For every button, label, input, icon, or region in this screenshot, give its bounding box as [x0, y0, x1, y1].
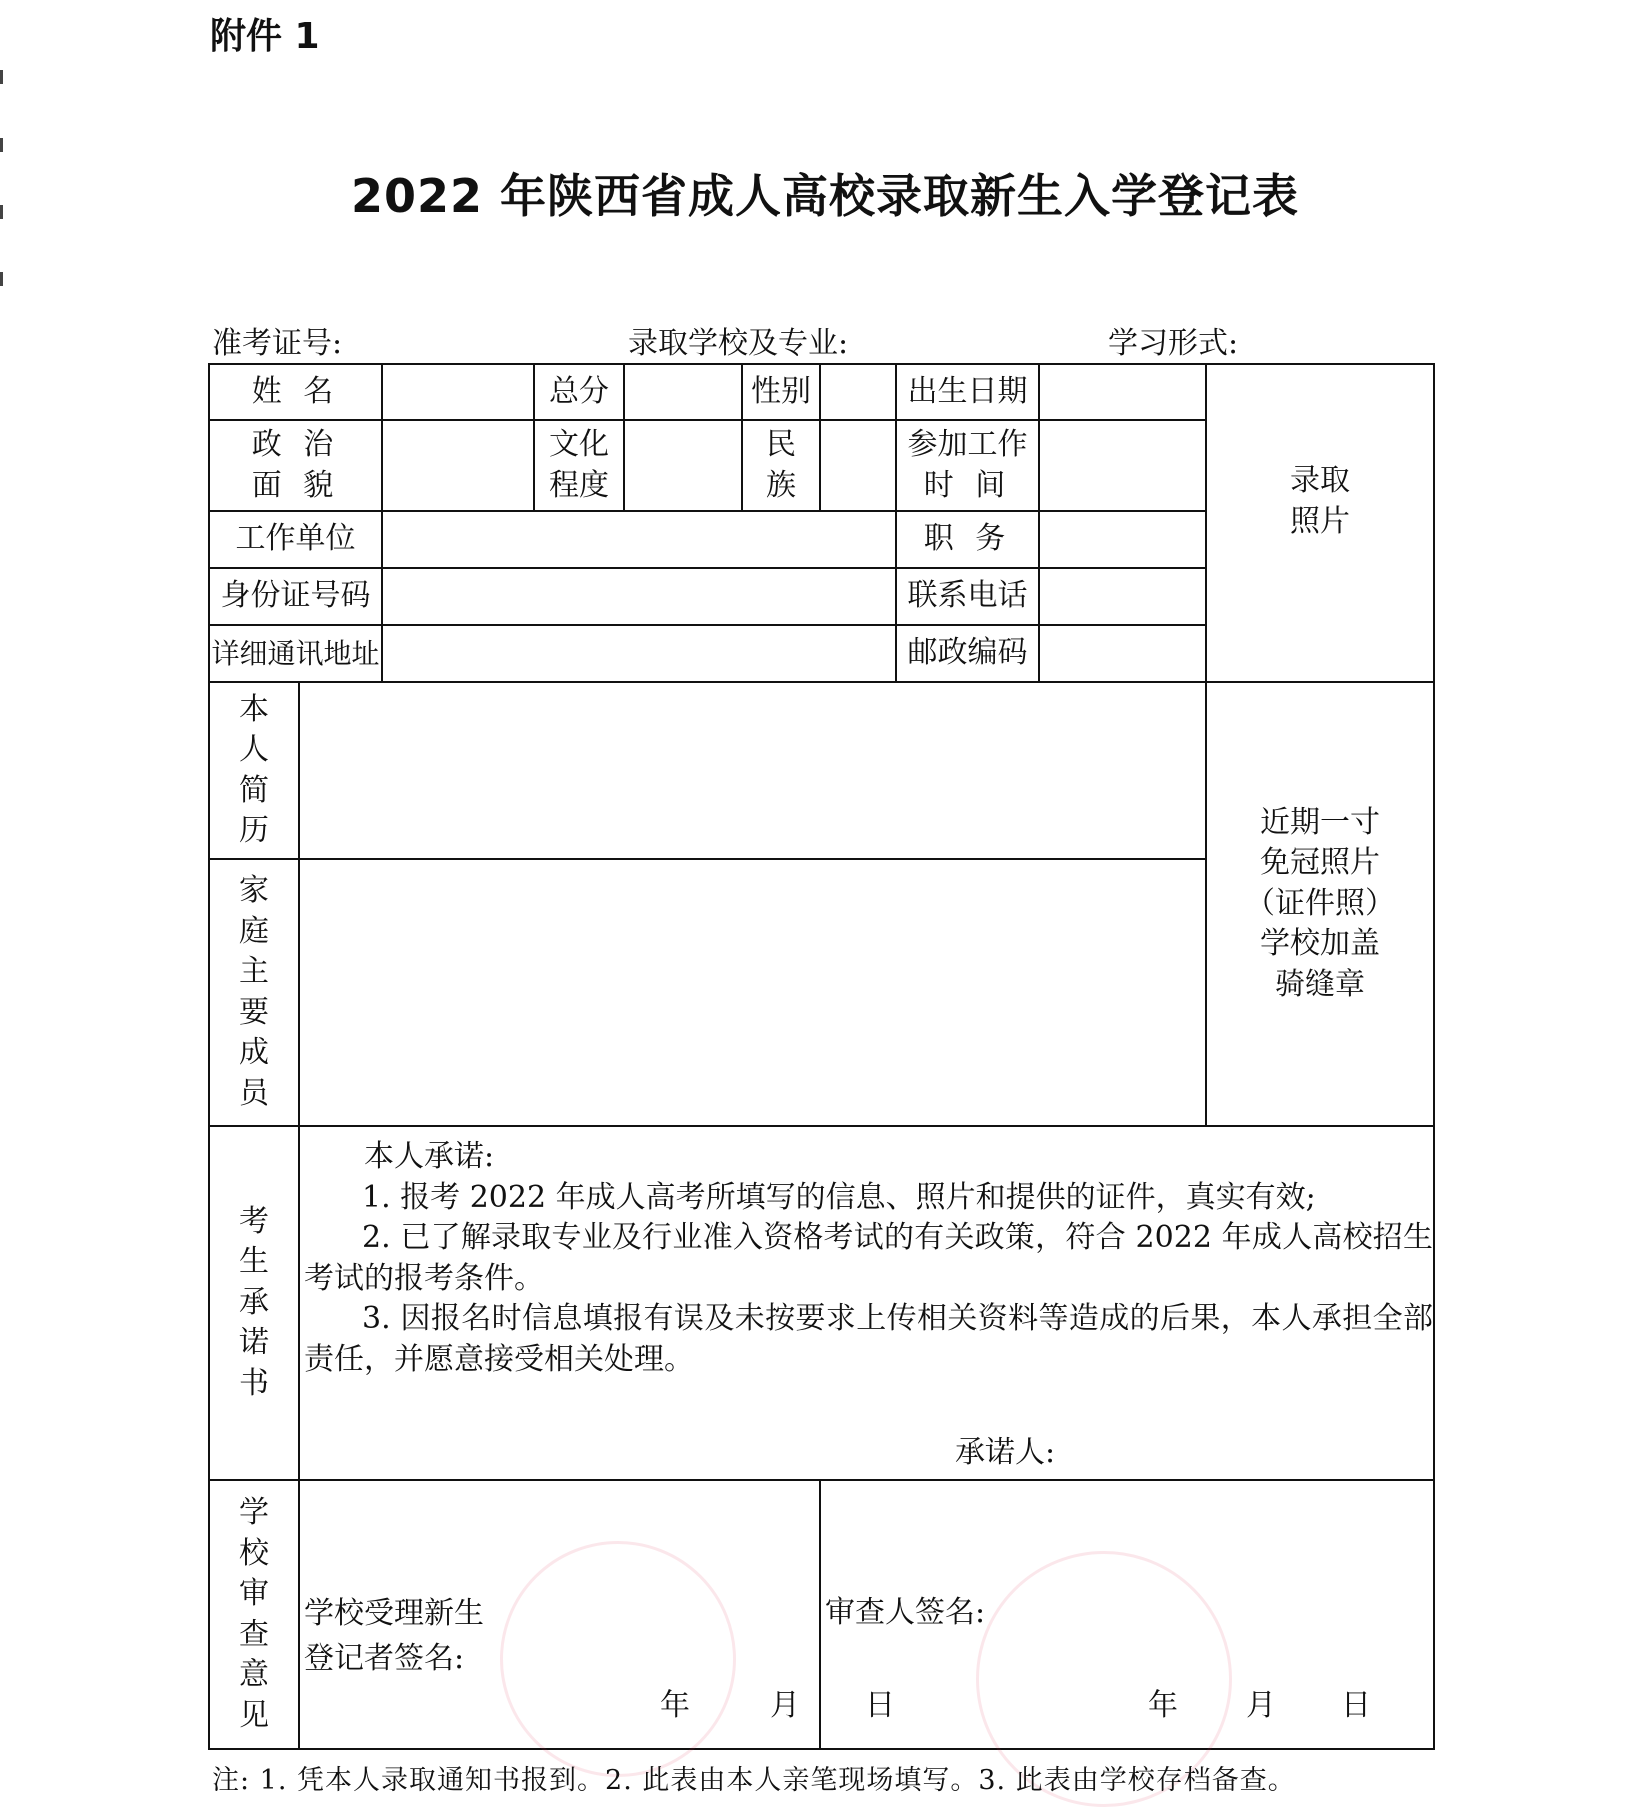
- scan-edge-marks: [0, 0, 4, 300]
- phone-field[interactable]: [1039, 568, 1206, 625]
- reviewer-day-label: 日: [1341, 1687, 1372, 1723]
- politics-field[interactable]: [382, 420, 534, 511]
- address-label: 详细通讯地址: [209, 625, 382, 682]
- gender-field[interactable]: [820, 364, 896, 420]
- registrar-day-label: 日: [865, 1687, 895, 1723]
- politics-label-2: 面 貌: [251, 467, 340, 503]
- family-label: 家 庭 主 要 成 员: [209, 859, 299, 1126]
- total-score-field[interactable]: [624, 364, 742, 420]
- name-label: 姓 名: [209, 364, 382, 420]
- registrar-label-1: 学校受理新生: [304, 1596, 484, 1631]
- registrar-month-label: 月: [770, 1687, 800, 1723]
- postcode-label: 邮政编码: [896, 625, 1039, 682]
- pledge-signer-label: 承诺人:: [955, 1434, 1056, 1470]
- ethnicity-label-2: 族: [766, 467, 797, 503]
- id-number-label: 身份证号码: [209, 568, 382, 625]
- reviewer-cell[interactable]: [820, 1480, 1434, 1749]
- exam-number-label: 准考证号:: [212, 326, 343, 361]
- admission-photo-box[interactable]: [1206, 364, 1434, 682]
- work-time-label-2: 时 间: [923, 467, 1012, 503]
- name-field[interactable]: [382, 364, 534, 420]
- admission-photo-label-2: 照片: [1290, 503, 1351, 539]
- attachment-label: 附件 1: [210, 16, 320, 57]
- total-score-label: 总分: [534, 364, 624, 420]
- birth-date-label: 出生日期: [896, 364, 1039, 420]
- study-form-label: 学习形式:: [1108, 326, 1239, 361]
- recent-photo-line-3: （证件照）: [1245, 885, 1396, 921]
- recent-photo-line-1: 近期一寸: [1260, 804, 1381, 840]
- politics-label-1: 政 治: [251, 427, 340, 462]
- employer-label: 工作单位: [209, 511, 382, 568]
- postcode-field[interactable]: [1039, 625, 1206, 682]
- education-label-1: 文化: [549, 427, 610, 462]
- phone-label: 联系电话: [896, 568, 1039, 625]
- pledge-label: 考 生 承 诺 书: [209, 1126, 299, 1480]
- ethnicity-label-1: 民: [766, 427, 797, 462]
- faint-stamp: [500, 1541, 736, 1777]
- reviewer-month-label: 月: [1246, 1687, 1277, 1723]
- gender-label: 性别: [742, 364, 820, 420]
- registration-form: [208, 363, 1435, 1750]
- work-time-label-1: 参加工作: [907, 427, 1028, 462]
- resume-field[interactable]: [299, 682, 1206, 859]
- work-time-field[interactable]: [1039, 420, 1206, 511]
- school-major-label: 录取学校及专业:: [628, 326, 849, 361]
- review-label: 学 校 审 查 意 见: [209, 1480, 299, 1749]
- recent-photo-line-2: 免冠照片: [1260, 845, 1381, 881]
- pledge-item-2: 2. 已了解录取专业及行业准入资格考试的有关政策，符合 2022 年成人高校招生考试的报考条件。: [304, 1220, 1434, 1296]
- registrar-label-2: 登记者签名:: [304, 1641, 465, 1676]
- address-field[interactable]: [382, 625, 896, 682]
- birth-date-field[interactable]: [1039, 364, 1206, 420]
- position-label: 职 务: [896, 511, 1039, 568]
- recent-photo-box[interactable]: [1206, 682, 1434, 1126]
- pledge-intro: 本人承诺:: [364, 1139, 495, 1174]
- admission-photo-label-1: 录取: [1290, 463, 1351, 498]
- reviewer-sign-label: 审查人签名:: [825, 1595, 986, 1630]
- pledge-body: [299, 1126, 1434, 1480]
- education-field[interactable]: [624, 420, 742, 511]
- family-field[interactable]: [299, 859, 1206, 1126]
- page-title: 2022 年陕西省成人高校录取新生入学登记表: [350, 169, 1300, 223]
- pledge-item-3: 3. 因报名时信息填报有误及未按要求上传相关资料等造成的后果，本人承担全部责任，并愿意接受相关处理。: [304, 1301, 1434, 1377]
- reviewer-year-label: 年: [1148, 1687, 1179, 1723]
- education-label-2: 程度: [549, 467, 610, 503]
- employer-field[interactable]: [382, 511, 896, 568]
- position-field[interactable]: [1039, 511, 1206, 568]
- ethnicity-field[interactable]: [820, 420, 896, 511]
- id-number-field[interactable]: [382, 568, 896, 625]
- registrar-cell[interactable]: [299, 1480, 895, 1749]
- footnote: 注: 1. 凭本人录取通知书报到。2. 此表由本人亲笔现场填写。3. 此表由学校存档备查。: [212, 1765, 1296, 1796]
- registrar-year-label: 年: [660, 1687, 690, 1723]
- recent-photo-line-5: 骑缝章: [1275, 966, 1366, 1002]
- recent-photo-line-4: 学校加盖: [1260, 926, 1381, 962]
- resume-label: 本 人 简 历: [209, 682, 299, 859]
- pledge-item-1: 1. 报考 2022 年成人高考所填写的信息、照片和提供的证件，真实有效;: [362, 1179, 1316, 1215]
